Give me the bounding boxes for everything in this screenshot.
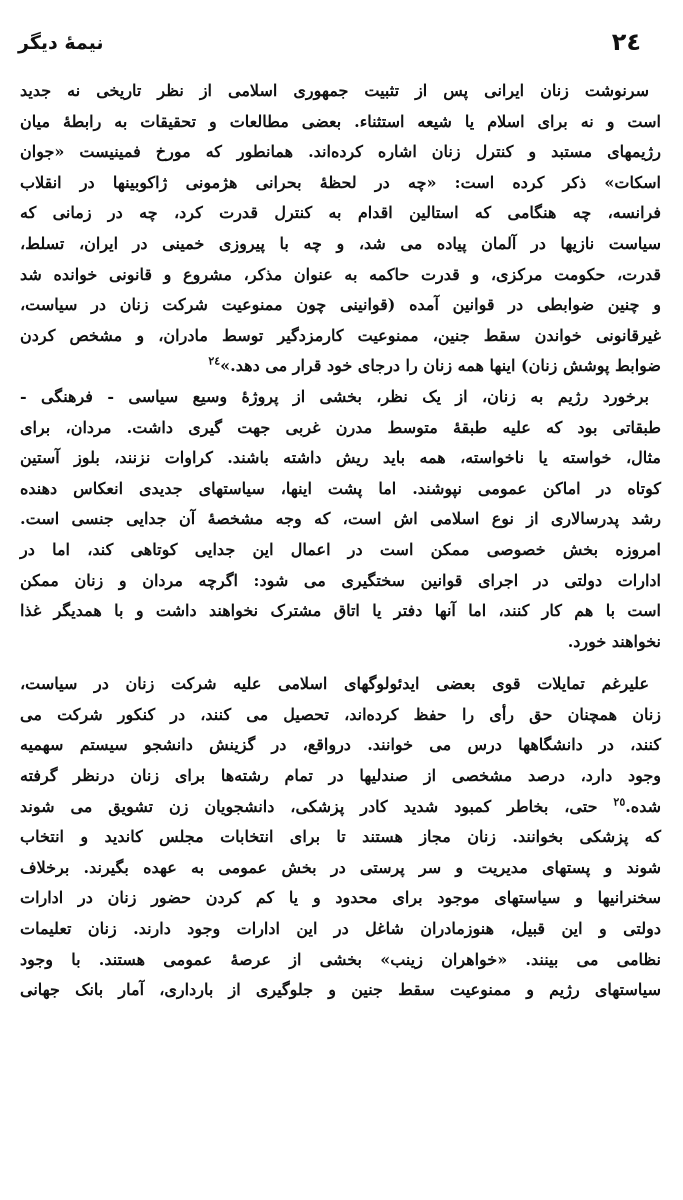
paragraph-1: [0, 76, 683, 382]
text-line: طبقاتی بود که علیه طبقهٔ متوسط مدرن غربی جهت گیری داشت. مردان، برای: [20, 417, 661, 437]
text-line: که پزشکی بخوانند. زنان مجاز هستند تا برای انتخابات مجلس کاندید و انتخاب: [20, 827, 661, 847]
text-line: شوند و پستهای مدیریت و سر پرستی در بخش عمومی به عهده بگیرند. برخلاف: [20, 857, 661, 877]
text-line: شده.$^{٢٥}$ حتی، بخاطر کمبود شدید کادر پزشکی، دانشجویان زن تشویق می شوند: [20, 795, 661, 816]
footnote-marker: ٢٤: [208, 355, 221, 369]
text-line: سخنرانیها و سیاستهای موجود برای محدود و یا کم کردن حضور زنان در ادارات: [20, 888, 661, 908]
text-line: و چنین ضوابطی در قوانین آمده (قوانینی چون ممنوعیت شرکت زنان در سیاست،: [20, 295, 661, 315]
text-line: غیرقانونی خواندن سقط جنین، ممنوعیت کارمزدگیر توسط مادران، و مشخص کردن: [20, 325, 661, 345]
text-line: ضوابط پوشش زنان) اینها همه زنان را درجای خود قرار می دهد.»$^{٢٤}$: [208, 355, 661, 376]
text-line: اسکات» ذکر کرده است: «چه در لحظهٔ بحرانی هژمونی ژاکوبینها در انقلاب: [20, 172, 661, 192]
text-line: نخواهند خورد.: [567, 631, 661, 651]
running-title: نیمهٔ دیگر: [18, 32, 104, 54]
text-line: مثال، خواسته یا ناخواسته، همه باید ریش داشته باشند. کراوات نزنند، بلوز آستین: [20, 448, 661, 468]
text-line: امروزه بخش خصوصی ممکن است در اعمال این جدایی کوتاهی کند، اما در: [20, 539, 661, 559]
text-line: فرانسه، چه هنگامی که استالین اقدام به کنترل قدرت کرد، چه در زمانی که: [20, 203, 661, 223]
body-text: [0, 76, 683, 1006]
paragraph-gap: [0, 657, 683, 669]
text-line: زنان همچنان حق رأی را حفظ کرده‌اند، تحصیل می کنند، در کنکور شرکت می: [20, 704, 661, 724]
text-line: وجود دارد، درصد مشخصی از صندلیها در تمام رشته‌ها برای زنان درنظر گرفته: [20, 766, 661, 786]
text-line: علیرغم تمایلات قوی بعضی ایدئولوگهای اسلامی علیه شرکت زنان در سیاست،: [20, 674, 649, 694]
text-line: کوتاه در اماکن عمومی نپوشند. اما پشت اینها، سیاستهای جدیدی انعکاس دهنده: [20, 478, 661, 498]
text-line: ادارات دولتی در اجرای قوانین سختگیری می شود: اگرچه مردان و زنان ممکن: [20, 570, 661, 590]
text-line: رژیمهای مستبد و کنترل زنان اشاره کرده‌اند. همانطور که مورخ فمینیست «جوان: [20, 142, 661, 162]
text-line: است و نه برای اسلام یا شیعه استثناء. بعضی مطالعات و تحقیقات به رابطهٔ میان: [20, 111, 661, 131]
text-line: است با هم کار کنند، اما آنها دفتر یا اتاق مشترک نخواهند داشت و با همدیگر غذا: [20, 601, 661, 621]
text-line: سیاستهای رژیم و ممنوعیت سقط جنین و جلوگیری از بارداری، آمار بانک جهانی: [20, 980, 661, 1000]
footnote-marker: ٢٥: [613, 795, 626, 809]
text-line: کنند، در دانشگاهها درس می خوانند. درواقع، در گزینش دانشجو سیستم سهمیه: [20, 735, 661, 755]
paragraph-3: [0, 669, 683, 1006]
text-line: سرنوشت زنان ایرانی پس از تثبیت جمهوری اسلامی از نظر تاریخی نه جدید: [20, 81, 649, 100]
paragraph-2: [0, 382, 683, 657]
text-line: نظامی می بینند. «خواهران زینب» بخشی از عرصهٔ عمومی هستند. با وجود: [20, 949, 661, 969]
text-line: سیاست نازیها در آلمان پیاده می شد، و چه با پیروزی خمینی در ایران، تسلط،: [20, 233, 661, 253]
text-line: قدرت، حکومت مرکزی، و قدرت حاکمه به عنوان مذکر، مشروع و قانونی خوانده شد: [20, 264, 661, 284]
text-line: دولتی و این قبیل، هنوزمادران شاغل در این ادارات وجود دارند. زنان تعلیمات: [20, 919, 661, 939]
page-header: [0, 28, 683, 64]
text-line: برخورد رژیم به زنان، از یک نظر، بخشی از پروژهٔ وسیع سیاسی - فرهنگی -: [20, 386, 649, 406]
text-line: رشد پدرسالاری از نوع اسلامی اش است، که وجه مشخصهٔ آن جدایی جنسی است.: [20, 509, 661, 529]
page-number: ٢٤: [611, 28, 641, 56]
